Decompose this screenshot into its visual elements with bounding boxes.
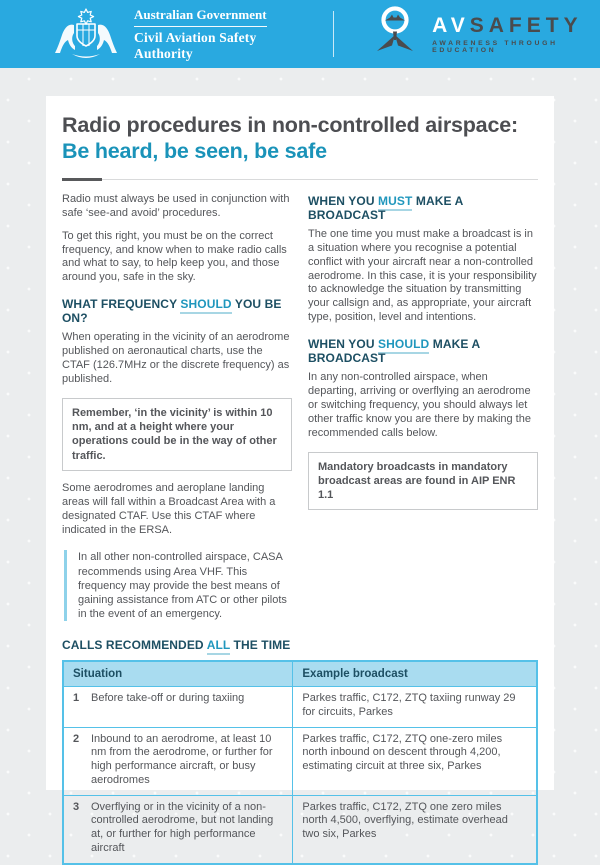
paragraph: In any non-controlled airspace, when departing, arriving or overflying an aerodrome or switching frequency, you should always let other traffic know you are there by making the recommended calls below. xyxy=(308,371,531,440)
heading-post: MAKE A BROADCAST xyxy=(308,337,480,366)
australian-coat-of-arms-icon xyxy=(50,7,122,61)
paragraph: To get this right, you must be on the correct frequency, and know when to make radio calls and what to say, to help keep you, and those around you, safe in the sky. xyxy=(62,229,287,284)
situation-cell xyxy=(63,795,293,864)
calls-table xyxy=(62,660,538,865)
heading-pre: WHEN YOU xyxy=(308,193,379,208)
gov-line1: Australian Government xyxy=(134,7,267,27)
right-column xyxy=(308,193,538,621)
situation-text: Before take-off or during taxiing xyxy=(91,692,245,705)
col-header-situation: Situation xyxy=(63,661,293,687)
paragraph: Some aerodromes and aeroplane landing areas will fall within a Broadcast Area with a designated CTAF. Use this CTAF where indicated in the ERSA. xyxy=(62,481,276,536)
table-row xyxy=(63,687,537,728)
mandatory-callout: Mandatory broadcasts in mandatory broadcast areas are found in AIP ENR 1.1 xyxy=(308,452,538,510)
heading-pre: WHEN YOU xyxy=(308,337,379,352)
heading-keyword: SHOULD xyxy=(378,337,429,354)
section-heading-must xyxy=(308,194,538,222)
row-number: 3 xyxy=(73,800,80,813)
header-bar xyxy=(0,0,600,68)
avsafety-logo xyxy=(368,4,600,65)
government-wordmark xyxy=(134,6,299,62)
example-cell: Parkes traffic, C172, ZTQ one zero miles north 4,500, overflying, estimate overhead two six, Parkes xyxy=(293,795,537,864)
situation-text: Overflying or in the vicinity of a non-controlled aerodrome, but not landing at, or further for high performance aircraft xyxy=(91,800,274,854)
row-number: 2 xyxy=(73,732,80,745)
paragraph: When operating in the vicinity of an aerodrome published on aeronautical charts, use the CTAF (126.7MHz or the discrete frequency) as published. xyxy=(62,331,290,386)
heading-pre: CALLS RECOMMENDED xyxy=(62,637,207,652)
area-vhf-note: In all other non-controlled airspace, CASA recommends using Area VHF. This frequency may provide the best means of gaining assistance from ATC or other pilots in the event of an emergency. xyxy=(64,550,292,620)
situation-cell xyxy=(63,687,293,728)
paragraph: Radio must always be used in conjunction with safe ‘see-and avoid’ procedures. xyxy=(62,192,290,219)
heading-post: MAKE A BROADCAST xyxy=(308,193,463,222)
heading-keyword: SHOULD xyxy=(180,297,231,314)
remember-callout: Remember, ‘in the vicinity’ is within 10 nm, and at a height where your operations could be in the way of other traffic. xyxy=(62,398,292,470)
left-column xyxy=(62,193,292,621)
section-heading-frequency xyxy=(62,297,292,325)
situation-cell xyxy=(63,727,293,795)
example-cell: Parkes traffic, C172, ZTQ taxiing runway 29 for circuits, Parkes xyxy=(293,687,537,728)
title-rule xyxy=(62,178,538,181)
gov-line2: Civil Aviation Safety Authority xyxy=(134,30,257,61)
header-divider xyxy=(333,11,334,57)
row-number: 1 xyxy=(73,692,80,705)
section-heading-should xyxy=(308,337,538,365)
avsafety-av: AV xyxy=(432,13,470,37)
heading-keyword: MUST xyxy=(378,194,412,211)
heading-keyword: ALL xyxy=(207,638,230,655)
col-header-example: Example broadcast xyxy=(293,661,537,687)
avsafety-tagline: AWARENESS THROUGH EDUCATION xyxy=(432,39,558,54)
heading-post: THE TIME xyxy=(230,637,291,652)
paragraph: The one time you must make a broadcast is in a situation where you recognise a potential conflict with your aircraft near a non-controlled aerodrome. In this case, it is your responsibility to acknowledge the situation by transmitting your callsign and, as appropriate, your aircraft type, position, level and intentions. xyxy=(308,227,537,324)
page-title-accent: Be heard, be seen, be safe xyxy=(62,138,327,163)
content-card xyxy=(46,96,554,854)
avsafety-magnifier-plane-icon xyxy=(368,4,422,65)
page-title xyxy=(62,113,538,165)
avsafety-title xyxy=(432,15,600,36)
example-cell: Parkes traffic, C172, ZTQ one-zero miles north inbound on descent through 4,200, estimating circuit at three six, Parkes xyxy=(293,727,537,795)
avsafety-wordmark xyxy=(432,15,600,54)
table-row xyxy=(63,727,537,795)
heading-pre: WHAT FREQUENCY xyxy=(62,297,181,312)
table-header-row xyxy=(63,661,537,687)
page-title-dark: Radio procedures in non-controlled airspace: xyxy=(62,113,518,137)
two-column-body xyxy=(62,193,538,621)
situation-text: Inbound to an aerodrome, at least 10 nm from the aerodrome, or further for high performance aircraft, or busy aerodromes xyxy=(91,732,273,786)
heading-post: YOU BE ON? xyxy=(62,297,282,326)
avsafety-safety: SAFETY xyxy=(469,13,583,37)
table-row xyxy=(63,795,537,864)
calls-heading xyxy=(62,638,538,652)
